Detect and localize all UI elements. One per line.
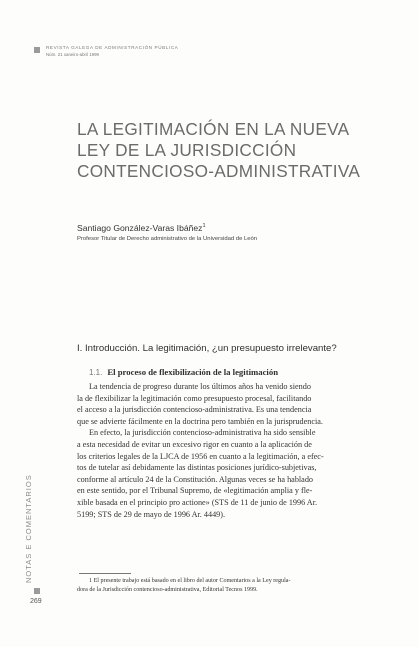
side-square-marker: [34, 588, 40, 594]
subsection-heading: [89, 367, 278, 377]
author-affiliation: Profesor Titular de Derecho administrativo de la Universidad de León: [77, 236, 258, 242]
article-title: [77, 119, 397, 182]
body-line: los criterios legales de la LJCA de 1956 en cuanto a la legitimación, a efec-: [77, 451, 324, 461]
footnote-line: dora de la Jurisdicción contencioso-administrativa, Editorial Tecnos 1999.: [77, 586, 258, 593]
body-text: [77, 381, 393, 520]
footnote-separator: [79, 573, 131, 574]
section-heading: [77, 343, 337, 354]
body-line: En efecto, la jurisdicción contencioso-administrativa ha sido sensible: [89, 428, 316, 438]
body-line: a esta necesidad de evitar un excesivo rigor en cuanto a la aplicación de: [77, 439, 312, 449]
subsection-number: 1.1.: [89, 368, 103, 377]
title-line: LA LEGITIMACIÓN EN LA NUEVA: [77, 119, 350, 139]
section-title: Introducción. La legitimación, ¿un presupuesto irrelevante?: [85, 343, 337, 354]
author-footnote-marker: 1: [202, 223, 206, 230]
title-line: CONTENCIOSO-ADMINISTRATIVA: [77, 161, 361, 181]
journal-name: REVISTA GALEGA DE ADMINISTRACIÓN PÚBLICA: [46, 45, 179, 50]
journal-issue: Núm. 21 xaneiro-abril 1999: [46, 52, 99, 57]
body-line: tos de tutelar así debidamente las distintas posiciones jurídico-subjetivas,: [77, 463, 317, 473]
title-line: LEY DE LA JURISDICCIÓN: [77, 140, 297, 160]
page-number: 269: [30, 598, 42, 605]
subsection-title: El proceso de flexibilización de la legitimación: [107, 367, 279, 377]
author-name-text: Santiago González-Varas Ibáñez: [77, 223, 203, 233]
body-line: la de flexibilizar la legitimación como presupuesto procesal, facilitando: [77, 393, 312, 403]
author-name: [77, 223, 206, 233]
body-line: conforme al artículo 24 de la Constitución. Algunas veces se ha hablado: [77, 474, 314, 484]
body-line: en este sentido, por el Tribunal Supremo, de «legitimación amplia y fle-: [77, 486, 313, 496]
body-line: 5199; STS de 29 de mayo de 1996 Ar. 4449).: [77, 509, 226, 519]
body-line: el acceso a la jurisdicción contencioso-administrativa. Es una tendencia: [77, 405, 312, 415]
section-side-label: NOTAS E COMENTARIOS: [24, 474, 33, 583]
header-square-marker: [34, 47, 40, 53]
footnote-line: 1 El presente trabajo está basado en el libro del autor Comentarios a la Ley regula-: [89, 578, 291, 584]
footnote: [77, 577, 393, 594]
body-line: xible basada en el principio pro actione» (STS de 11 de junio de 1996 Ar.: [77, 497, 318, 507]
body-line: La tendencia de progreso durante los últimos años ha venido siendo: [89, 382, 311, 391]
section-number: I.: [77, 343, 83, 354]
body-line: que se advierte fácilmente en la doctrina pero también en la jurisprudencia.: [77, 416, 323, 426]
